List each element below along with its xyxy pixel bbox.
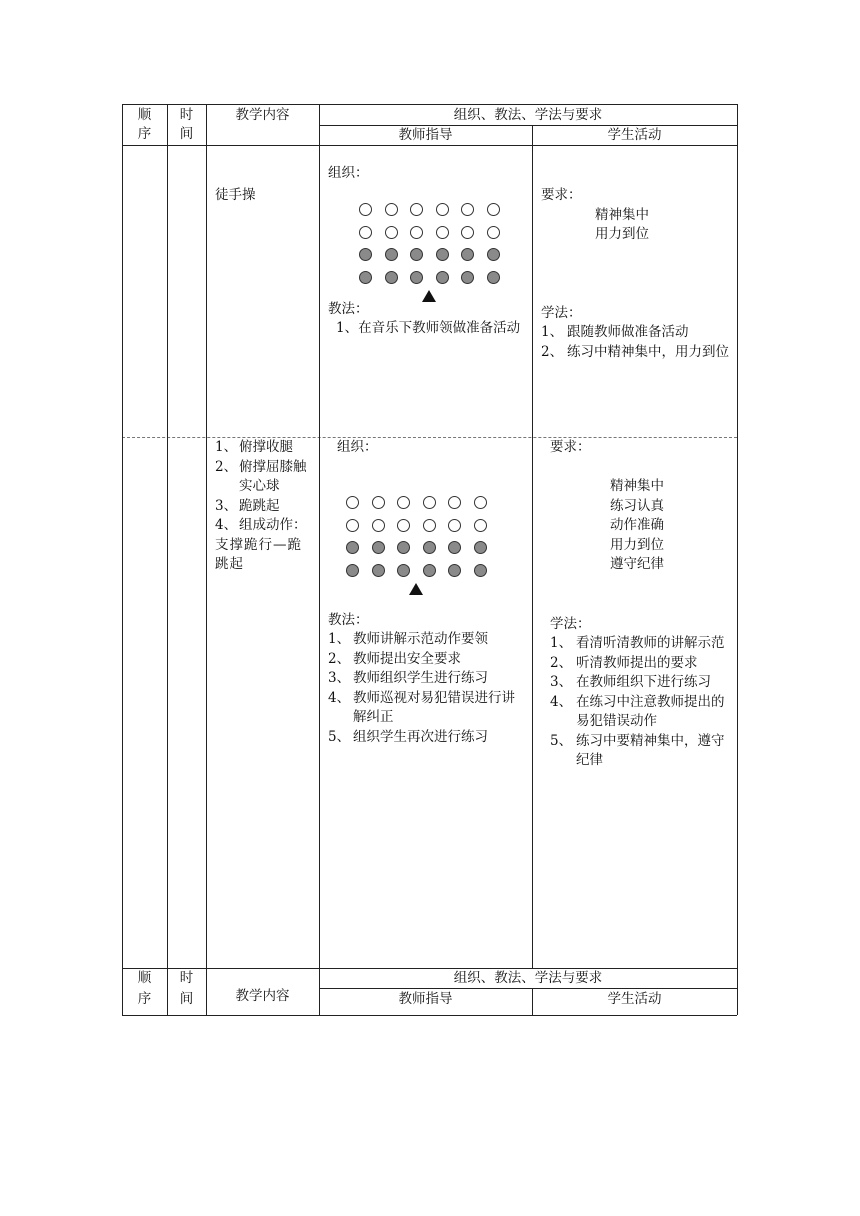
footer-header-sub-divider	[319, 988, 737, 989]
requirement-label: 要求：	[541, 187, 582, 203]
header-content: 教学内容	[235, 988, 290, 1004]
list-item: 1、在音乐下教师领做准备活动	[336, 320, 521, 336]
header-order-1: 顺	[137, 970, 152, 986]
requirement-label: 要求：	[550, 439, 591, 455]
student-filled-circle	[423, 564, 436, 577]
triangle-icon	[409, 583, 423, 595]
student-filled-circle	[487, 271, 500, 284]
header-time-1: 时	[179, 970, 194, 986]
header-time-2: 间	[179, 991, 194, 1007]
learning-list	[550, 634, 732, 771]
triangle-icon	[422, 290, 436, 302]
student-open-circle	[487, 203, 500, 216]
student-filled-circle	[436, 248, 449, 261]
method-list	[328, 630, 528, 747]
student-open-circle	[346, 496, 359, 509]
learning-label: 学法：	[550, 616, 591, 632]
header-bottom-line	[122, 145, 737, 146]
list-item: 3、 跪跳起	[215, 497, 280, 514]
student-open-circle	[436, 203, 449, 216]
list-item: 3、 教师组织学生进行练习	[328, 670, 488, 686]
student-filled-circle	[487, 248, 500, 261]
method-list	[328, 319, 528, 339]
student-filled-circle	[397, 541, 410, 554]
student-open-circle	[372, 496, 385, 509]
col-divider-order-time	[167, 104, 168, 1015]
list-item: 5、 组织学生再次进行练习	[328, 728, 488, 745]
student-open-circle	[461, 203, 474, 216]
student-filled-circle	[346, 541, 359, 554]
student-open-circle	[448, 496, 461, 509]
student-filled-circle	[372, 541, 385, 554]
requirement-item: 练习认真	[610, 498, 664, 514]
formation-diagram	[359, 203, 509, 303]
student-open-circle	[410, 203, 423, 216]
content-exercise-list	[215, 438, 315, 575]
list-item: 4、 教师巡视对易犯错误进行讲解纠正	[328, 689, 515, 725]
student-open-circle	[346, 519, 359, 532]
student-open-circle	[372, 519, 385, 532]
requirement-item: 动作准确	[610, 517, 664, 533]
org-label: 组织：	[337, 439, 378, 455]
student-filled-circle	[359, 271, 372, 284]
student-open-circle	[461, 226, 474, 239]
method-label: 教法：	[328, 301, 369, 317]
list-item: 2、 教师提出安全要求	[328, 650, 461, 667]
content-warmup: 徒手操	[215, 187, 256, 203]
student-open-circle	[474, 496, 487, 509]
table-border-bottom	[122, 1015, 737, 1016]
method-label: 教法：	[328, 612, 369, 628]
requirement-item: 精神集中	[610, 478, 664, 494]
list-item: 2、 听清教师提出的要求	[550, 654, 698, 671]
org-label: 组织：	[328, 165, 369, 181]
student-filled-circle	[448, 564, 461, 577]
header-order-1: 顺	[137, 107, 152, 123]
list-item: 2、 练习中精神集中，用力到位	[541, 343, 729, 360]
requirement-item: 精神集中	[595, 207, 649, 223]
student-open-circle	[359, 226, 372, 239]
header-time-2: 间	[179, 126, 194, 142]
table-border-top	[122, 104, 737, 105]
header-group-title: 组织、教法、学法与要求	[453, 107, 603, 123]
col-divider-teacher-student	[532, 437, 533, 968]
student-open-circle	[436, 226, 449, 239]
list-item: 2、 俯撑屈膝触实心球	[215, 458, 307, 494]
list-item: 3、 在教师组织下进行练习	[550, 674, 711, 690]
student-open-circle	[448, 519, 461, 532]
student-filled-circle	[359, 248, 372, 261]
student-open-circle	[359, 203, 372, 216]
list-item: 1、 教师讲解示范动作要领	[328, 631, 488, 647]
list-item: 5、 练习中要精神集中，遵守纪律	[550, 732, 725, 768]
list-item: 1、 跟随教师做准备活动	[541, 324, 689, 340]
header-time-1: 时	[179, 107, 194, 123]
list-item: 1、 看清听清教师的讲解示范	[550, 635, 725, 651]
student-open-circle	[423, 519, 436, 532]
list-item: 1、 俯撑收腿	[215, 439, 293, 455]
student-filled-circle	[461, 248, 474, 261]
student-open-circle	[385, 226, 398, 239]
requirement-item: 用力到位	[610, 537, 664, 553]
student-open-circle	[423, 496, 436, 509]
student-filled-circle	[385, 248, 398, 261]
student-filled-circle	[461, 271, 474, 284]
student-filled-circle	[397, 564, 410, 577]
student-open-circle	[474, 519, 487, 532]
requirement-item: 用力到位	[595, 226, 649, 242]
list-item: 4、 组成动作：	[215, 517, 307, 533]
table-border-right	[737, 104, 738, 1015]
learning-label: 学法：	[541, 305, 582, 321]
student-filled-circle	[346, 564, 359, 577]
list-item-continuation: 支撑跪行—跪跳起	[215, 536, 302, 572]
student-open-circle	[397, 496, 410, 509]
student-filled-circle	[436, 271, 449, 284]
header-student-activity: 学生活动	[607, 991, 662, 1007]
header-content: 教学内容	[235, 107, 290, 123]
formation-diagram	[346, 496, 496, 596]
student-open-circle	[487, 226, 500, 239]
table-border-left	[122, 104, 123, 1015]
student-open-circle	[385, 203, 398, 216]
col-divider-teacher-student	[532, 125, 533, 437]
student-filled-circle	[410, 271, 423, 284]
student-filled-circle	[423, 541, 436, 554]
student-filled-circle	[448, 541, 461, 554]
student-open-circle	[397, 519, 410, 532]
header-teacher-guidance: 教师指导	[398, 991, 453, 1007]
header-teacher-guidance: 教师指导	[398, 127, 453, 143]
learning-list	[541, 323, 733, 362]
header-order-2: 序	[137, 991, 152, 1007]
header-group-title: 组织、教法、学法与要求	[453, 970, 603, 986]
student-filled-circle	[372, 564, 385, 577]
student-filled-circle	[410, 248, 423, 261]
col-divider-time-content	[206, 104, 207, 1015]
student-filled-circle	[385, 271, 398, 284]
col-divider-content-teacher	[319, 104, 320, 1015]
requirement-item: 遵守纪律	[610, 556, 664, 572]
list-item: 4、 在练习中注意教师提出的易犯错误动作	[550, 693, 725, 729]
header-order-2: 序	[137, 126, 152, 142]
header-student-activity: 学生活动	[607, 127, 662, 143]
student-open-circle	[410, 226, 423, 239]
student-filled-circle	[474, 541, 487, 554]
student-filled-circle	[474, 564, 487, 577]
